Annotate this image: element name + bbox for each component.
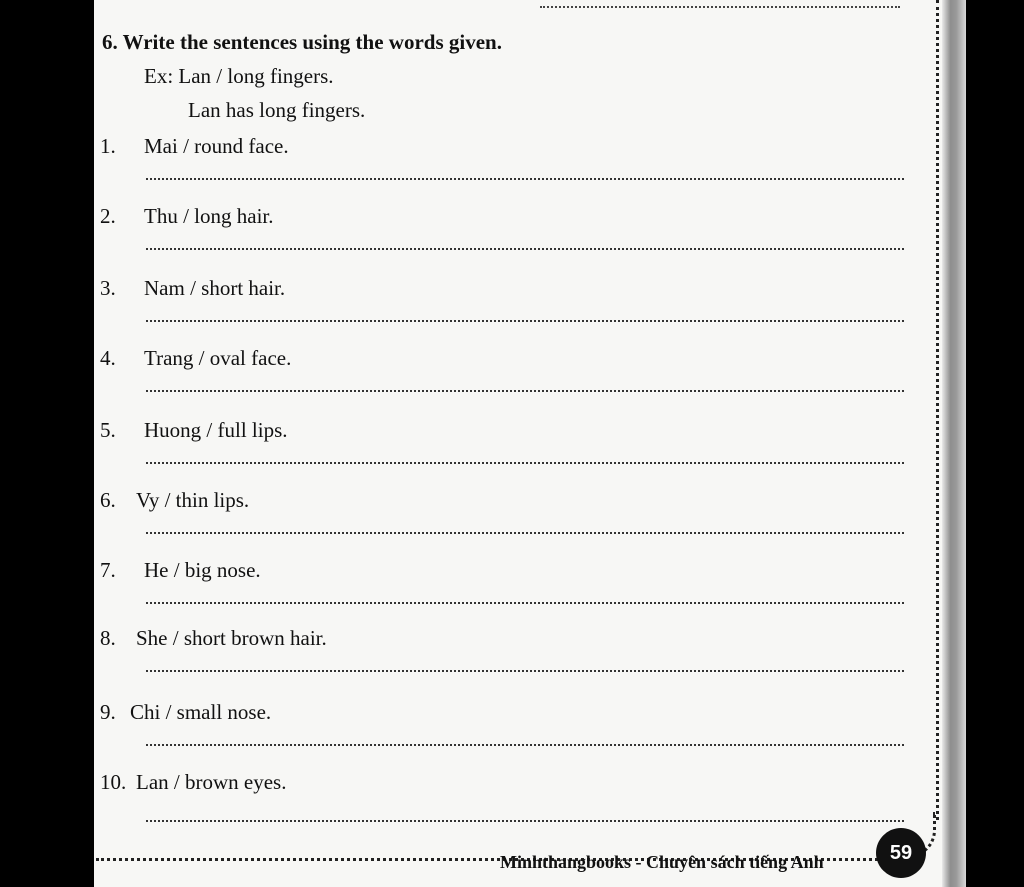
exercise-item-1	[100, 134, 910, 204]
exercise-item-8	[100, 626, 910, 696]
top-dotted-border	[540, 6, 900, 8]
item-number: 5.	[100, 418, 116, 442]
item-number: 10.	[100, 770, 127, 794]
item-number: 7.	[100, 558, 116, 582]
answer-line[interactable]	[146, 248, 904, 250]
item-number: 3.	[100, 276, 116, 300]
answer-line[interactable]	[146, 390, 904, 392]
example-answer: Lan has long fingers.	[188, 98, 366, 122]
exercise-heading: 6. Write the sentences using the words given.	[102, 30, 502, 54]
answer-line[interactable]	[146, 178, 904, 180]
item-number: 2.	[100, 204, 116, 228]
item-prompt: Lan / brown eyes.	[136, 770, 287, 794]
exercise-item-4	[100, 346, 910, 416]
item-prompt: Huong / full lips.	[144, 418, 288, 442]
item-prompt: Trang / oval face.	[144, 346, 292, 370]
item-prompt: Nam / short hair.	[144, 276, 286, 300]
right-dotted-border	[936, 0, 939, 820]
exercise-item-5	[100, 418, 910, 488]
example-prompt: Ex: Lan / long fingers.	[144, 64, 334, 88]
exercise-item-6	[100, 488, 910, 558]
answer-line[interactable]	[146, 532, 904, 534]
item-prompt: Vy / thin lips.	[136, 488, 250, 512]
exercise-item-9	[100, 700, 910, 770]
item-prompt: He / big nose.	[144, 558, 261, 582]
page-number-badge: 59	[876, 828, 926, 878]
answer-line[interactable]	[146, 602, 904, 604]
answer-line[interactable]	[146, 744, 904, 746]
answer-line[interactable]	[146, 670, 904, 672]
exercise-item-7	[100, 558, 910, 628]
answer-line[interactable]	[146, 320, 904, 322]
item-number: 4.	[100, 346, 116, 370]
publisher-footer: Minhthangbooks - Chuyên sách tiếng Anh	[500, 852, 824, 872]
item-prompt: Mai / round face.	[144, 134, 289, 158]
item-number: 9.	[100, 700, 116, 724]
answer-line[interactable]	[146, 820, 904, 822]
item-number: 8.	[100, 626, 116, 650]
item-number: 6.	[100, 488, 116, 512]
item-prompt: Chi / small nose.	[130, 700, 272, 724]
item-prompt: Thu / long hair.	[144, 204, 274, 228]
answer-line[interactable]	[146, 462, 904, 464]
exercise-item-2	[100, 204, 910, 274]
item-number: 1.	[100, 134, 116, 158]
item-prompt: She / short brown hair.	[136, 626, 327, 650]
page-edge-shadow	[942, 0, 966, 887]
exercise-item-3	[100, 276, 910, 346]
exercise-item-10	[100, 770, 910, 840]
